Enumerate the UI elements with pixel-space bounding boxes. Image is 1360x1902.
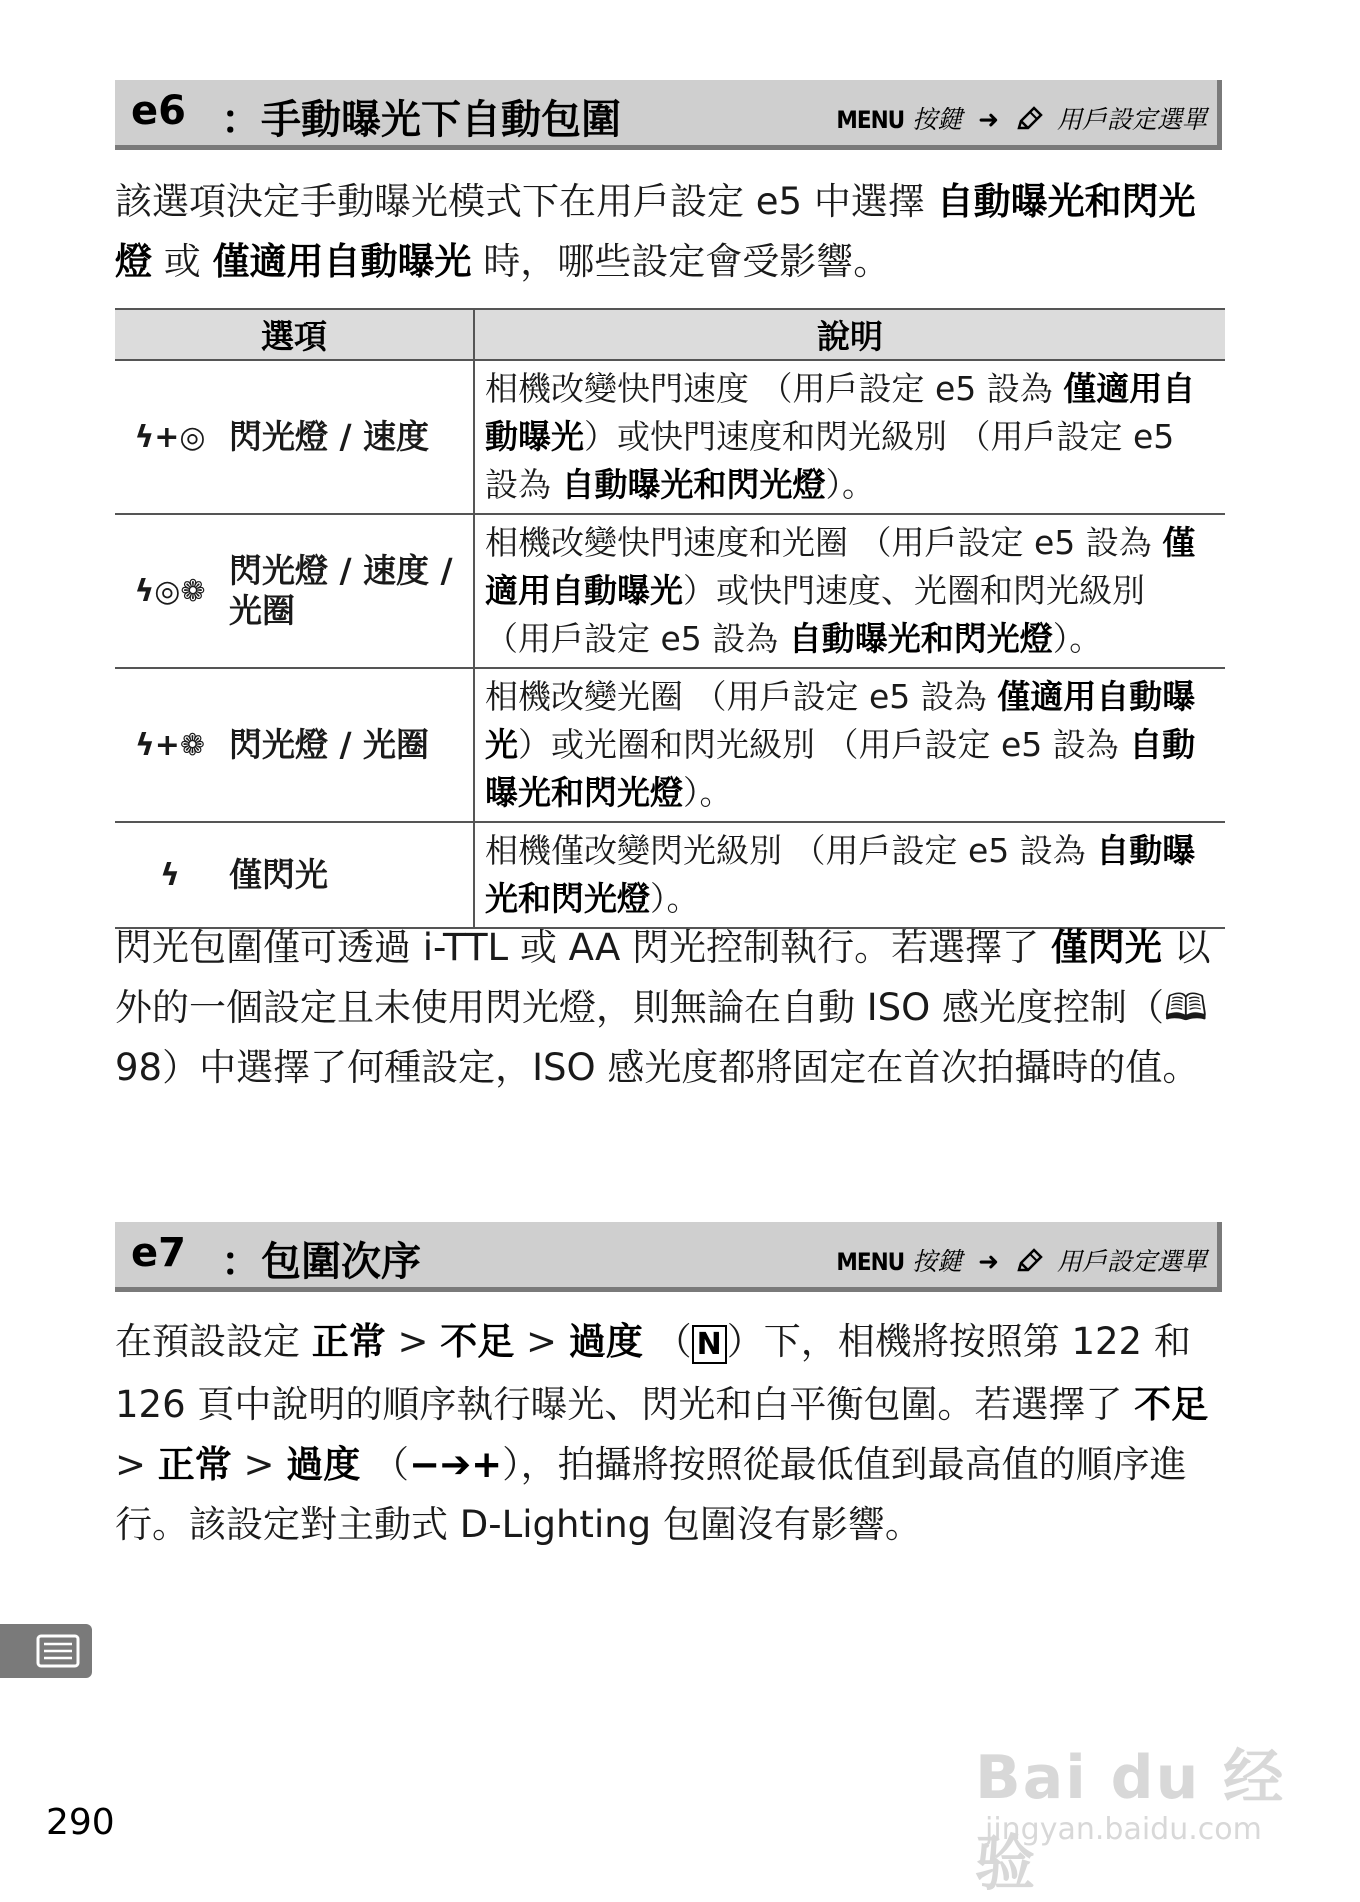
bold-term: 過度	[568, 1320, 643, 1363]
flash-only-icon: ϟ	[115, 822, 225, 928]
text: 相機僅改變閃光級別 （用戶設定 e5 設為	[485, 831, 1097, 870]
bold-term: 自動曝光和閃光燈	[485, 725, 1196, 812]
sequence-icon: −➔+	[409, 1443, 503, 1486]
bold-term: 僅適用自動曝光	[212, 240, 472, 283]
flash-aperture-icon: ϟ+❁	[115, 668, 225, 822]
text: 以外的一個設定且未使用閃光燈，則無論在自動 ISO 感光度控制（	[115, 926, 1211, 1029]
text: >	[514, 1320, 569, 1363]
watermark-text: Bai du 经验	[975, 1743, 1286, 1899]
option-description	[474, 822, 1225, 928]
bold-term: 自動曝光和閃光燈	[115, 180, 1196, 283]
pencil-icon	[1015, 104, 1045, 140]
table-row	[115, 514, 1225, 668]
text: 或	[152, 240, 213, 283]
text: 時，哪些設定會受影響。	[471, 240, 891, 283]
bold-term: 正常	[311, 1320, 386, 1363]
bold-term: 過度	[286, 1443, 361, 1486]
intro-paragraph	[115, 172, 1225, 292]
button-word: 按鍵	[912, 105, 963, 134]
text: ）或快門速度、光圈和閃光級別 （用戶設定 e5 設為	[485, 571, 1145, 658]
section-code: e7	[131, 1230, 186, 1276]
bold-term: 自動曝光和閃光燈	[485, 831, 1196, 918]
menu-name: 用戶設定選單	[1056, 105, 1207, 134]
bold-term: 僅適用自動曝光	[485, 369, 1196, 456]
watermark-url: jingyan.baidu.com	[985, 1812, 1262, 1847]
text: >	[231, 1443, 287, 1486]
option-description	[474, 360, 1225, 514]
book-ref-icon: 🕮	[1164, 986, 1208, 1029]
text: ）下，相機將按照第 122 和 126 頁中說明的順序執行曝光、閃光和白平衡包圍。若選擇了	[115, 1320, 1191, 1426]
option-description	[474, 514, 1225, 668]
bold-term: 正常	[157, 1443, 232, 1486]
text: ）或快門速度和閃光級別 （用戶設定 e5 設為	[485, 417, 1175, 504]
arrow-icon: ➜	[978, 1247, 1000, 1276]
bold-term: 自動曝光和閃光燈	[788, 619, 1053, 658]
menu-list-icon	[0, 1624, 92, 1678]
header-description: 說明	[474, 309, 1225, 360]
text: >	[385, 1320, 441, 1363]
bold-term: 僅閃光	[1050, 926, 1162, 969]
option-name: 閃光燈 / 速度	[225, 360, 474, 514]
text: ）。	[825, 465, 875, 504]
note-paragraph	[115, 918, 1225, 1098]
table-row	[115, 360, 1225, 514]
flash-speed-icon: ϟ+◎	[115, 360, 225, 514]
header-option: 選項	[115, 309, 474, 360]
option-name: 閃光燈 / 光圈	[225, 668, 474, 822]
text: ），拍攝將按照從最低值到最高值的順序進行。該設定對主動式 D-Lighting 包圍沒有影響。	[115, 1443, 1187, 1546]
arrow-icon: ➜	[978, 105, 1000, 134]
n-icon: N	[692, 1325, 727, 1364]
section-header-e6	[115, 80, 1222, 150]
pencil-icon	[1015, 1246, 1045, 1282]
section-title: ：包圍次序	[221, 1239, 421, 1285]
button-word: 按鍵	[912, 1247, 963, 1276]
text: 相機改變快門速度 （用戶設定 e5 設為	[485, 369, 1064, 408]
text: >	[115, 1443, 158, 1486]
section-title: ：手動曝光下自動包圍	[221, 97, 621, 143]
text: ）。	[1052, 619, 1103, 658]
table-header-row	[115, 309, 1225, 360]
text: 相機改變快門速度和光圈 （用戶設定 e5 設為	[485, 523, 1163, 562]
option-name: 僅閃光	[225, 822, 474, 928]
page-number: 290	[46, 1802, 115, 1843]
flash-speed-aperture-icon: ϟ◎❁	[115, 514, 225, 668]
text: 閃光包圍僅可透過 i-TTL 或 AA 閃光控制執行。若選擇了	[115, 926, 1051, 969]
text: ）或光圈和閃光級別 （用戶設定 e5 設為	[518, 725, 1130, 764]
text: ）。	[683, 773, 733, 812]
menu-path	[836, 100, 1207, 140]
bold-term: 不足	[440, 1320, 515, 1363]
text: 98）中選擇了何種設定，ISO 感光度都將固定在首次拍攝時的值。	[115, 1046, 1200, 1089]
text: 在預設設定	[115, 1320, 312, 1363]
option-description	[474, 668, 1225, 822]
section-header-e7	[115, 1222, 1222, 1292]
text: 相機改變光圈 （用戶設定 e5 設為	[485, 677, 998, 716]
option-name: 閃光燈 / 速度 / 光圈	[225, 514, 474, 668]
menu-key: MENU	[836, 1248, 905, 1276]
section-code: e6	[131, 88, 186, 134]
options-table	[115, 308, 1225, 929]
watermark-logo	[975, 1730, 1315, 1899]
text: 該選項決定手動曝光模式下在用戶設定 e5 中選擇	[115, 180, 937, 223]
menu-name: 用戶設定選單	[1056, 1247, 1207, 1276]
chapter-tab	[0, 1624, 92, 1678]
menu-path	[836, 1242, 1207, 1282]
bold-term: 不足	[1134, 1383, 1209, 1426]
bold-term: 僅適用自動曝光	[485, 677, 1196, 764]
text: （	[642, 1320, 692, 1363]
bold-term: 僅適用自動曝光	[485, 523, 1196, 610]
e7-paragraph	[115, 1312, 1225, 1555]
menu-key: MENU	[836, 106, 905, 134]
table-row	[115, 822, 1225, 928]
text: ）。	[650, 879, 700, 918]
text: （	[360, 1443, 410, 1486]
bold-term: 自動曝光和閃光燈	[561, 465, 826, 504]
table-row	[115, 668, 1225, 822]
